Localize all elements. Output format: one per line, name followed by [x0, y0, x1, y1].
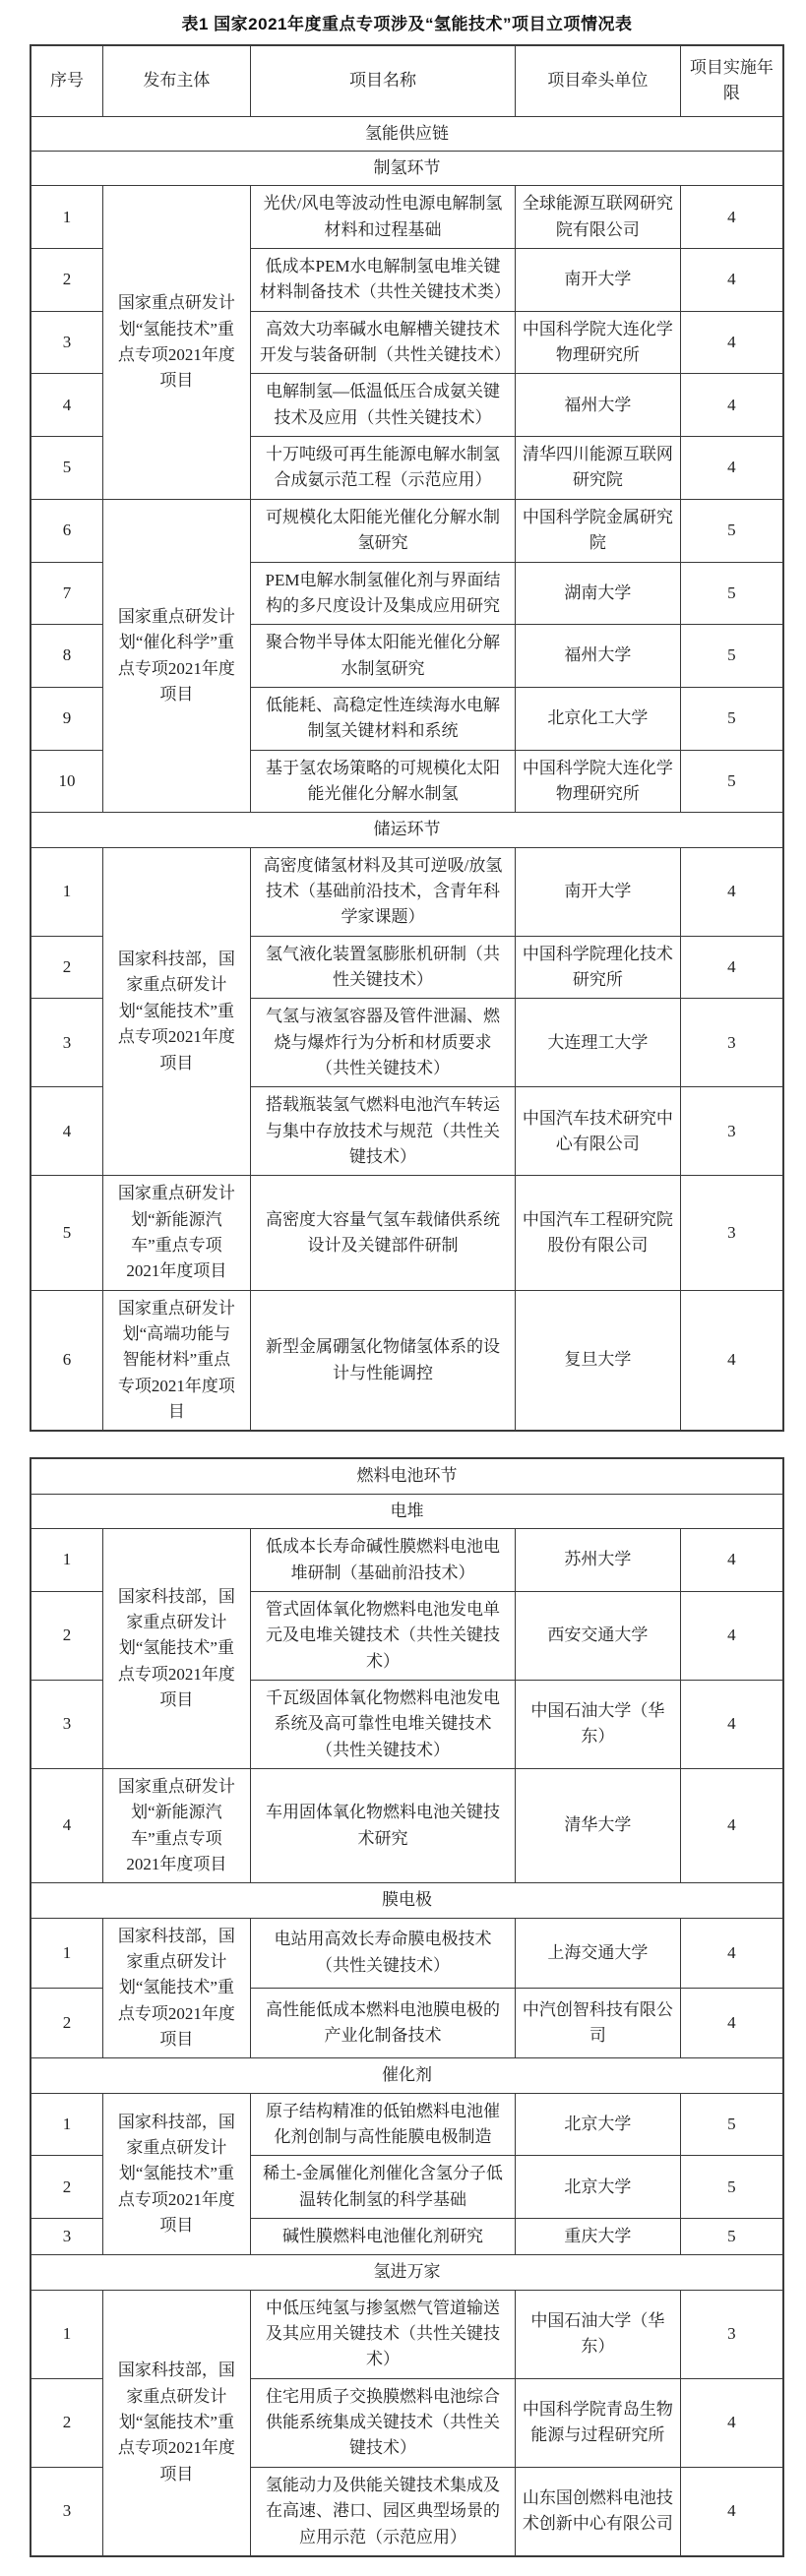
duration-cell: 4 — [680, 936, 783, 999]
header-row — [31, 45, 783, 116]
table-row — [31, 847, 783, 936]
lead-unit-cell: 南开大学 — [516, 249, 681, 312]
serial-cell: 2 — [31, 249, 102, 312]
duration-cell: 5 — [680, 687, 783, 750]
lead-unit-cell: 湖南大学 — [516, 562, 681, 625]
serial-cell: 10 — [31, 750, 102, 813]
table-title: 表1 国家2021年度重点专项涉及“氢能技术”项目立项情况表 — [181, 15, 633, 33]
duration-cell: 3 — [680, 1176, 783, 1290]
project-name-cell: PEM电解水制氢催化剂与界面结构的多尺度设计及集成应用研究 — [250, 562, 515, 625]
duration-cell: 4 — [680, 1918, 783, 1988]
project-name-cell: 基于氢农场策略的可规模化太阳能光催化分解水制氢 — [250, 750, 515, 813]
duration-cell: 4 — [680, 1290, 783, 1431]
section-banner-row — [31, 1458, 783, 1494]
serial-cell: 2 — [31, 1988, 102, 2057]
project-name-cell: 高性能低成本燃料电池膜电极的产业化制备技术 — [250, 1988, 515, 2057]
project-name-cell: 氢气液化装置氢膨胀机研制（共性关键技术） — [250, 936, 515, 999]
serial-cell: 3 — [31, 2467, 102, 2556]
section-banner: 储运环节 — [31, 813, 783, 847]
serial-cell: 5 — [31, 1176, 102, 1290]
column-header: 项目名称 — [250, 45, 515, 116]
lead-unit-cell: 山东国创燃料电池技术创新中心有限公司 — [516, 2467, 681, 2556]
project-name-cell: 碱性膜燃料电池催化剂研究 — [250, 2219, 515, 2255]
lead-unit-cell: 清华四川能源互联网研究院 — [516, 437, 681, 500]
project-name-cell: 高密度大容量气氢车载储供系统设计及关键部件研制 — [250, 1176, 515, 1290]
duration-cell: 5 — [680, 2219, 783, 2255]
lead-unit-cell: 福州大学 — [516, 625, 681, 688]
publisher-cell: 国家重点研发计划“催化科学”重点专项2021年度项目 — [102, 499, 250, 812]
lead-unit-cell: 苏州大学 — [516, 1529, 681, 1592]
lead-unit-cell: 中国科学院金属研究院 — [516, 499, 681, 562]
section-banner-row — [31, 1883, 783, 1918]
lead-unit-cell: 重庆大学 — [516, 2219, 681, 2255]
duration-cell: 4 — [680, 186, 783, 249]
project-name-cell: 气氢与液氢容器及管件泄漏、燃烧与爆炸行为分析和材质要求（共性关键技术） — [250, 999, 515, 1087]
project-name-cell: 搭载瓶装氢气燃料电池汽车转运与集中存放技术与规范（共性关键技术） — [250, 1087, 515, 1176]
table-row — [31, 1290, 783, 1431]
duration-cell: 4 — [680, 2467, 783, 2556]
section-banner-row — [31, 813, 783, 847]
section-banner-row — [31, 1494, 783, 1528]
duration-cell: 4 — [680, 2378, 783, 2467]
publisher-cell: 国家科技部，国家重点研发计划“氢能技术”重点专项2021年度项目 — [102, 2093, 250, 2255]
serial-cell: 2 — [31, 2156, 102, 2219]
lead-unit-cell: 清华大学 — [516, 1768, 681, 1882]
lead-unit-cell: 北京化工大学 — [516, 687, 681, 750]
lead-unit-cell: 中汽创智科技有限公司 — [516, 1988, 681, 2057]
duration-cell: 4 — [680, 1988, 783, 2057]
serial-cell: 1 — [31, 847, 102, 936]
serial-cell: 2 — [31, 936, 102, 999]
tables-container — [30, 44, 784, 2557]
serial-cell: 2 — [31, 2378, 102, 2467]
project-name-cell: 管式固体氧化物燃料电池发电单元及电堆关键技术（共性关键技术） — [250, 1591, 515, 1680]
duration-cell: 3 — [680, 2290, 783, 2378]
table-row — [31, 2093, 783, 2156]
project-name-cell: 氢能动力及供能关键技术集成及在高速、港口、园区典型场景的应用示范（示范应用） — [250, 2467, 515, 2556]
projects-table — [30, 1457, 784, 2556]
section-banner-row — [31, 152, 783, 186]
duration-cell: 4 — [680, 374, 783, 437]
table-row — [31, 499, 783, 562]
lead-unit-cell: 全球能源互联网研究院有限公司 — [516, 186, 681, 249]
lead-unit-cell: 南开大学 — [516, 847, 681, 936]
duration-cell: 3 — [680, 1087, 783, 1176]
project-name-cell: 低成本长寿命碱性膜燃料电池电堆研制（基础前沿技术） — [250, 1529, 515, 1592]
duration-cell: 4 — [680, 847, 783, 936]
publisher-cell: 国家科技部，国家重点研发计划“氢能技术”重点专项2021年度项目 — [102, 1529, 250, 1769]
section-banner: 电堆 — [31, 1494, 783, 1528]
publisher-cell: 国家重点研发计划“氢能技术”重点专项2021年度项目 — [102, 186, 250, 499]
lead-unit-cell: 中国汽车技术研究中心有限公司 — [516, 1087, 681, 1176]
lead-unit-cell: 北京大学 — [516, 2093, 681, 2156]
project-name-cell: 可规模化太阳能光催化分解水制氢研究 — [250, 499, 515, 562]
section-banner-row — [31, 116, 783, 151]
lead-unit-cell: 中国科学院大连化学物理研究所 — [516, 311, 681, 374]
serial-cell: 6 — [31, 1290, 102, 1431]
publisher-cell: 国家重点研发计划“新能源汽车”重点专项2021年度项目 — [102, 1176, 250, 1290]
duration-cell: 5 — [680, 625, 783, 688]
lead-unit-cell: 中国科学院青岛生物能源与过程研究所 — [516, 2378, 681, 2467]
lead-unit-cell: 中国石油大学（华东） — [516, 1680, 681, 1768]
project-name-cell: 千瓦级固体氧化物燃料电池发电系统及高可靠性电堆关键技术（共性关键技术） — [250, 1680, 515, 1768]
project-name-cell: 车用固体氧化物燃料电池关键技术研究 — [250, 1768, 515, 1882]
section-banner: 膜电极 — [31, 1883, 783, 1918]
serial-cell: 4 — [31, 1768, 102, 1882]
project-name-cell: 十万吨级可再生能源电解水制氢合成氨示范工程（示范应用） — [250, 437, 515, 500]
lead-unit-cell: 北京大学 — [516, 2156, 681, 2219]
section-banner: 燃料电池环节 — [31, 1458, 783, 1494]
serial-cell: 1 — [31, 186, 102, 249]
column-header: 项目牵头单位 — [516, 45, 681, 116]
project-name-cell: 新型金属硼氢化物储氢体系的设计与性能调控 — [250, 1290, 515, 1431]
duration-cell: 5 — [680, 562, 783, 625]
column-header: 序号 — [31, 45, 102, 116]
lead-unit-cell: 福州大学 — [516, 374, 681, 437]
project-name-cell: 电解制氢—低温低压合成氨关键技术及应用（共性关键技术） — [250, 374, 515, 437]
duration-cell: 3 — [680, 999, 783, 1087]
serial-cell: 1 — [31, 2290, 102, 2378]
section-banner: 制氢环节 — [31, 152, 783, 186]
publisher-cell: 国家重点研发计划“高端功能与智能材料”重点专项2021年度项目 — [102, 1290, 250, 1431]
table-row — [31, 186, 783, 249]
serial-cell: 3 — [31, 1680, 102, 1768]
lead-unit-cell: 复旦大学 — [516, 1290, 681, 1431]
project-name-cell: 高效大功率碱水电解槽关键技术开发与装备研制（共性关键技术） — [250, 311, 515, 374]
duration-cell: 5 — [680, 2156, 783, 2219]
column-header: 项目实施年限 — [680, 45, 783, 116]
table-row — [31, 1529, 783, 1592]
table-row — [31, 2290, 783, 2378]
serial-cell: 2 — [31, 1591, 102, 1680]
project-name-cell: 低成本PEM水电解制氢电堆关键材料制备技术（共性关键技术类） — [250, 249, 515, 312]
section-banner-row — [31, 2255, 783, 2290]
section-banner: 氢进万家 — [31, 2255, 783, 2290]
duration-cell: 5 — [680, 2093, 783, 2156]
serial-cell: 3 — [31, 311, 102, 374]
serial-cell: 6 — [31, 499, 102, 562]
publisher-cell: 国家科技部，国家重点研发计划“氢能技术”重点专项2021年度项目 — [102, 2290, 250, 2556]
duration-cell: 4 — [680, 1680, 783, 1768]
section-banner: 催化剂 — [31, 2058, 783, 2093]
serial-cell: 7 — [31, 562, 102, 625]
section-banner-row — [31, 2058, 783, 2093]
table-row — [31, 1768, 783, 1882]
project-name-cell: 住宅用质子交换膜燃料电池综合供能系统集成关键技术（共性关键技术） — [250, 2378, 515, 2467]
lead-unit-cell: 中国汽车工程研究院股份有限公司 — [516, 1176, 681, 1290]
lead-unit-cell: 大连理工大学 — [516, 999, 681, 1087]
duration-cell: 4 — [680, 437, 783, 500]
section-banner: 氢能供应链 — [31, 116, 783, 151]
project-name-cell: 稀土-金属催化剂催化含氢分子低温转化制氢的科学基础 — [250, 2156, 515, 2219]
duration-cell: 4 — [680, 1591, 783, 1680]
serial-cell: 4 — [31, 1087, 102, 1176]
project-name-cell: 低能耗、高稳定性连续海水电解制氢关键材料和系统 — [250, 687, 515, 750]
serial-cell: 1 — [31, 1529, 102, 1592]
serial-cell: 9 — [31, 687, 102, 750]
lead-unit-cell: 上海交通大学 — [516, 1918, 681, 1988]
lead-unit-cell: 中国石油大学（华东） — [516, 2290, 681, 2378]
duration-cell: 4 — [680, 1768, 783, 1882]
publisher-cell: 国家科技部，国家重点研发计划“氢能技术”重点专项2021年度项目 — [102, 1918, 250, 2058]
serial-cell: 5 — [31, 437, 102, 500]
project-name-cell: 原子结构精准的低铂燃料电池催化剂创制与高性能膜电极制造 — [250, 2093, 515, 2156]
table-row — [31, 1176, 783, 1290]
duration-cell: 4 — [680, 311, 783, 374]
serial-cell: 4 — [31, 374, 102, 437]
serial-cell: 1 — [31, 1918, 102, 1988]
duration-cell: 4 — [680, 249, 783, 312]
duration-cell: 5 — [680, 499, 783, 562]
project-name-cell: 高密度储氢材料及其可逆吸/放氢技术（基础前沿技术，含青年科学家课题） — [250, 847, 515, 936]
lead-unit-cell: 中国科学院理化技术研究所 — [516, 936, 681, 999]
serial-cell: 8 — [31, 625, 102, 688]
project-name-cell: 中低压纯氢与掺氢燃气管道输送及其应用关键技术（共性关键技术） — [250, 2290, 515, 2378]
column-header: 发布主体 — [102, 45, 250, 116]
projects-table — [30, 44, 784, 1432]
duration-cell: 4 — [680, 1529, 783, 1592]
project-name-cell: 光伏/风电等波动性电源电解制氢材料和过程基础 — [250, 186, 515, 249]
project-name-cell: 聚合物半导体太阳能光催化分解水制氢研究 — [250, 625, 515, 688]
lead-unit-cell: 中国科学院大连化学物理研究所 — [516, 750, 681, 813]
lead-unit-cell: 西安交通大学 — [516, 1591, 681, 1680]
publisher-cell: 国家重点研发计划“新能源汽车”重点专项2021年度项目 — [102, 1768, 250, 1882]
serial-cell: 1 — [31, 2093, 102, 2156]
table-row — [31, 1918, 783, 1988]
publisher-cell: 国家科技部，国家重点研发计划“氢能技术”重点专项2021年度项目 — [102, 847, 250, 1176]
serial-cell: 3 — [31, 2219, 102, 2255]
duration-cell: 5 — [680, 750, 783, 813]
project-name-cell: 电站用高效长寿命膜电极技术（共性关键技术） — [250, 1918, 515, 1988]
serial-cell: 3 — [31, 999, 102, 1087]
